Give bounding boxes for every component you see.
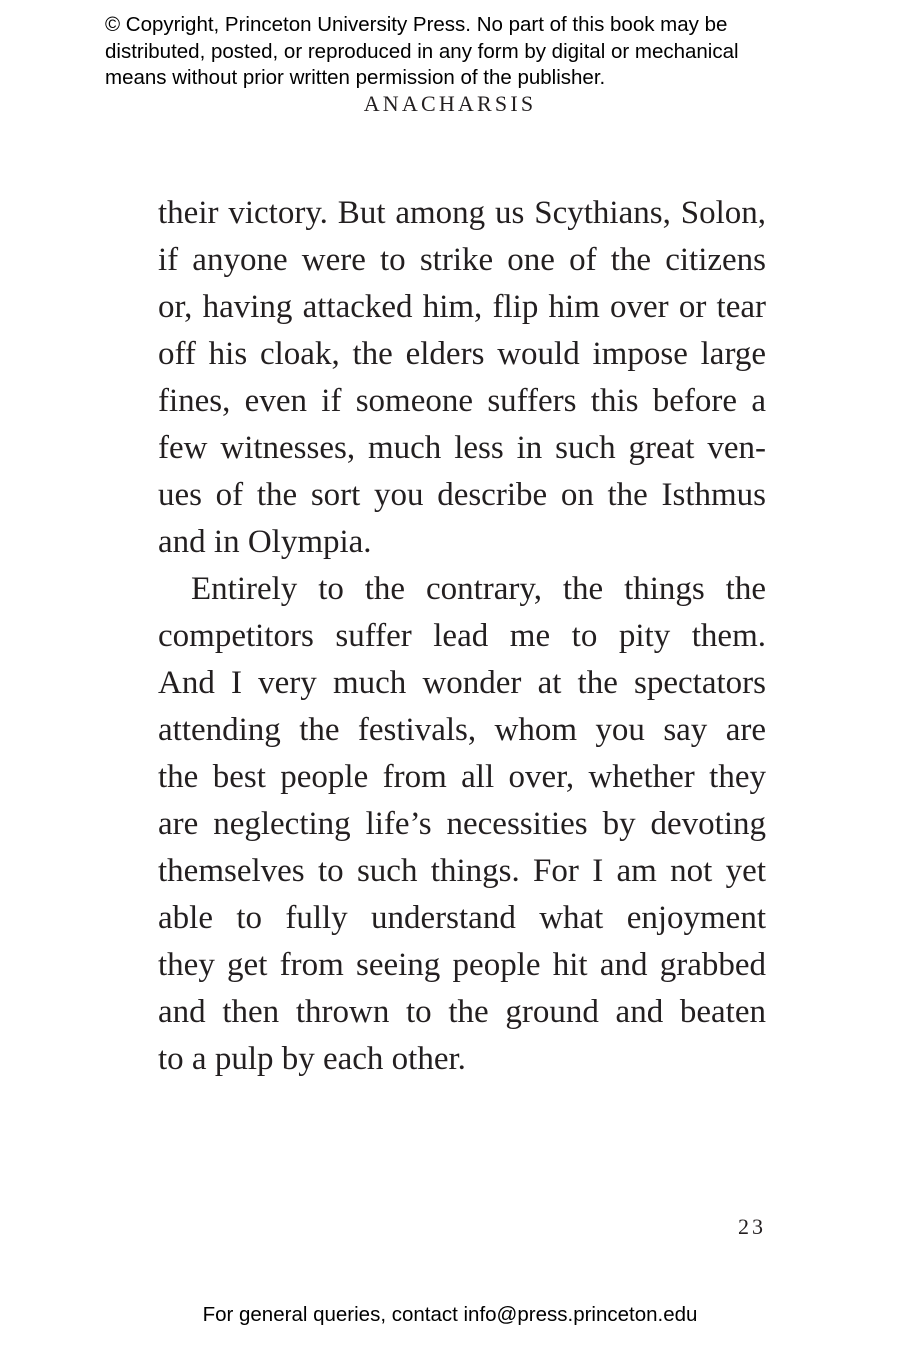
text-line: if anyone were to strike one of the citizens xyxy=(158,242,766,278)
text-line: competitors suffer lead me to pity them. xyxy=(158,618,766,654)
text-line: and then thrown to the ground and beaten xyxy=(158,994,766,1030)
paragraph-2 xyxy=(158,566,766,1083)
text-line: few witnesses, much less in such great ven- xyxy=(158,430,766,466)
text-line: off his cloak, the elders would impose large xyxy=(158,336,766,372)
text-line: and in Olympia. xyxy=(158,524,372,560)
text-line: or, having attacked him, flip him over or tear xyxy=(158,289,766,325)
copyright-line: distributed, posted, or reproduced in any form by digital or mechanical xyxy=(105,39,739,63)
text-line: their victory. But among us Scythians, Solon, xyxy=(158,195,766,231)
text-line: to a pulp by each other. xyxy=(158,1041,466,1077)
text-line: Entirely to the contrary, the things the xyxy=(191,571,766,607)
copyright-line: © Copyright, Princeton University Press. No part of this book may be xyxy=(105,13,728,36)
text-line: themselves to such things. For I am not yet xyxy=(158,853,766,889)
text-line: the best people from all over, whether they xyxy=(158,759,766,795)
copyright-notice xyxy=(105,12,825,92)
text-line: attending the festivals, whom you say are xyxy=(158,712,766,748)
paragraph-1 xyxy=(158,190,766,566)
copyright-line: means without prior written permission of the publisher. xyxy=(105,66,606,89)
text-line: able to fully understand what enjoyment xyxy=(158,900,766,936)
page-number: 23 xyxy=(738,1214,766,1239)
text-line: are neglecting life’s necessities by devoting xyxy=(158,806,766,842)
text-line: they get from seeing people hit and grabbed xyxy=(158,947,766,983)
body-text xyxy=(158,190,766,1083)
text-line: And I very much wonder at the spectators xyxy=(158,665,766,701)
footer-contact: For general queries, contact info@press.princeton.edu xyxy=(202,1303,698,1326)
text-line: fines, even if someone suffers this before a xyxy=(158,383,766,419)
running-head: ANACHARSIS xyxy=(363,91,537,116)
text-line: ues of the sort you describe on the Isthmus xyxy=(158,477,766,513)
